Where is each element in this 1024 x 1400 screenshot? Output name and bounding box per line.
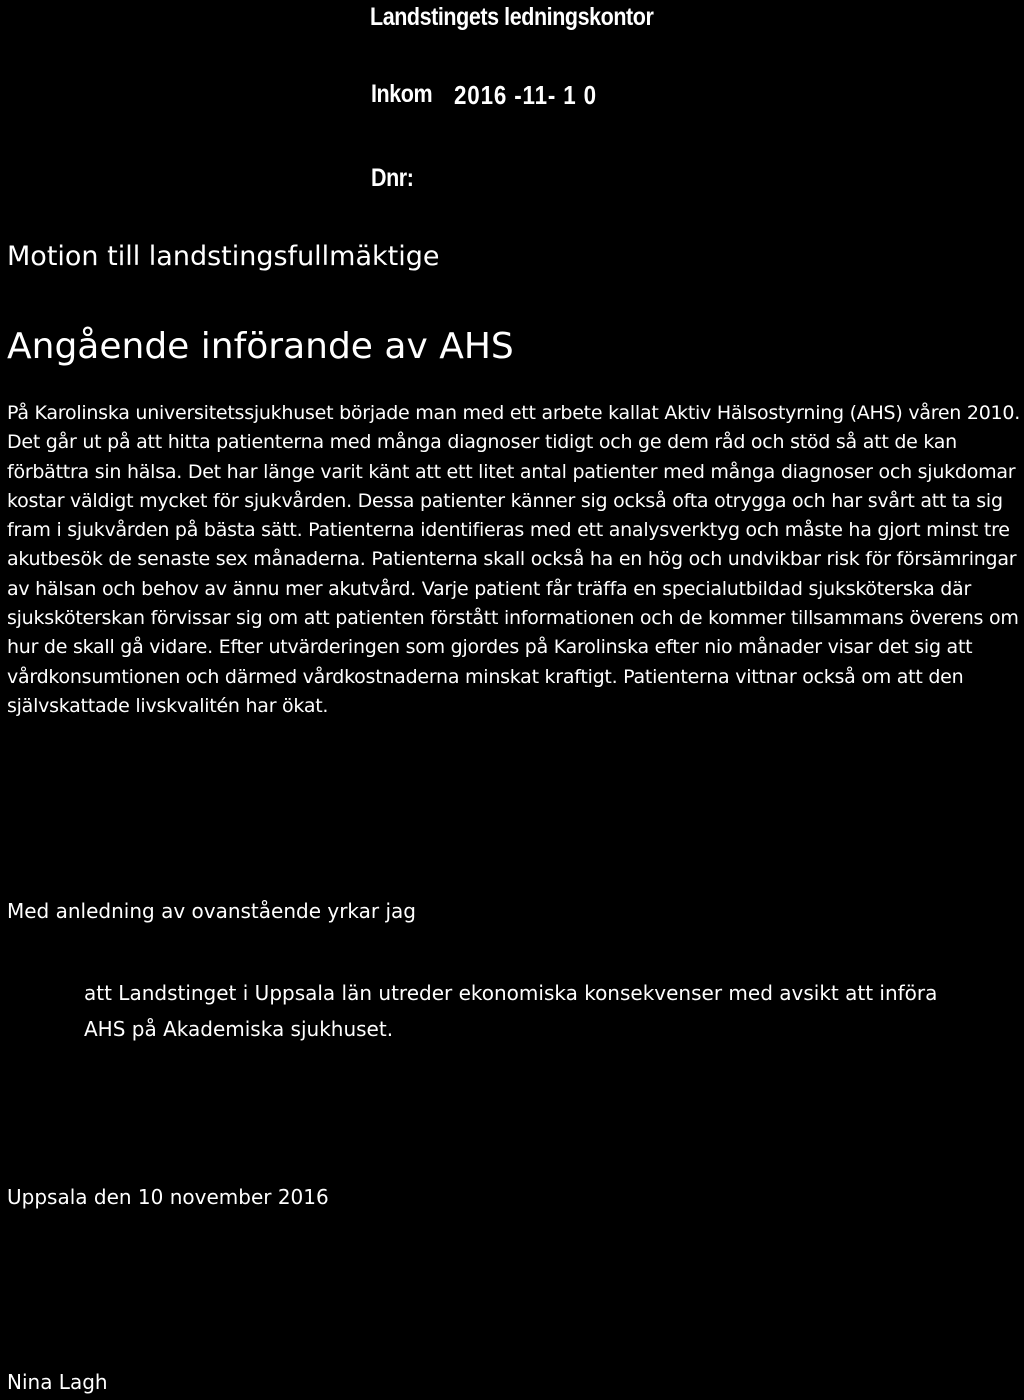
demand-intro: Med anledning av ovanstående yrkar jag [7, 899, 417, 923]
document-type: Motion till landstingsfullmäktige [7, 241, 440, 272]
signature-name: Nina Lagh [7, 1370, 108, 1394]
stamp-organization: Landstingets ledningskontor [370, 3, 654, 31]
document-title: Angående införande av AHS [7, 326, 514, 367]
place-and-date: Uppsala den 10 november 2016 [7, 1185, 329, 1209]
demand-clause: att Landstinget i Uppsala län utreder ekonomiska konsekvenser med avsikt att införa AHS på Akademiska sjukhuset. [84, 981, 938, 1041]
stamp-received-date: 2016 -11- 1 0 [454, 80, 597, 110]
body-paragraph: På Karolinska universitetssjukhuset började man med ett arbete kallat Aktiv Hälsostyrning (AHS) våren 2010. Det går ut på att hitta patienterna med många diagnoser tidigt och ge dem råd och stöd så att de kan förbättra sin hälsa. Det har länge varit känt att ett litet antal patienter med många diagnoser och sjukdomar kostar väldigt mycket för sjukvården. Dessa patienter känner sig också ofta otrygga och har svårt att ta sig fram i sjukvården på bästa sätt. Patienterna identifieras med ett analysverktyg och måste ha gjort minst tre akutbesök de senaste sex månaderna. Patienterna skall också ha en hög och undvikbar risk för försämringar av hälsan och behov av ännu mer akutvård. Varje patient får träffa en specialutbildad sjuksköterska där sjuksköterskan förvissar sig om att patienten förstått informationen och de kommer tillsammans överens om hur de skall gå vidare. Efter utvärderingen som gjordes på Karolinska efter nio månader visar det sig att vårdkonsumtionen och därmed vårdkostnaderna minskat kraftigt. Patienterna vittnar också om att den självskattade livskvalitén har ökat. [7, 402, 1021, 717]
stamp-received-label: Inkom [371, 80, 433, 108]
stamp-dnr-label: Dnr: [371, 164, 414, 192]
